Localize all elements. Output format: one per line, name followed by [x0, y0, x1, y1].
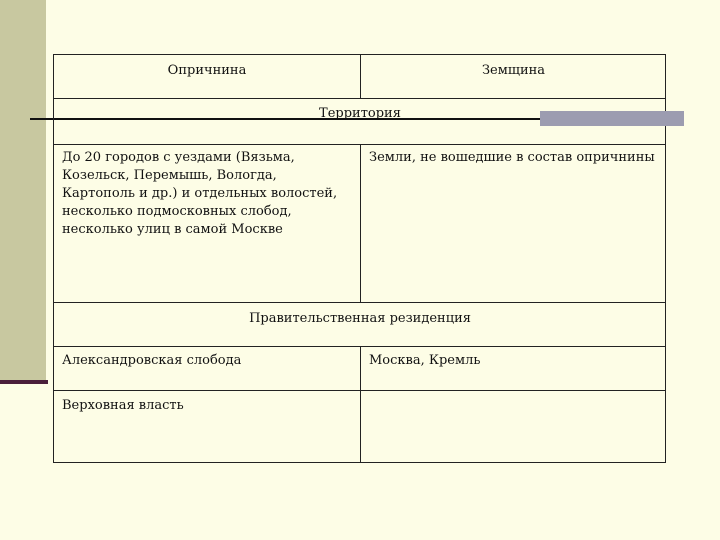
header-zemshchina: Земщина [481, 63, 546, 78]
territory-oprichnina-text: До 20 городов с уездами (Вязьма, Козельск, Перемышь, Вологда, Картополь и др.) и отдельных волостей, несколько подмосковных слобод, несколько улиц в самой Москве [62, 150, 338, 237]
section-title-territory: Территория [319, 106, 401, 121]
table-rule [54, 98, 665, 99]
supreme-power-label: Верховная власть [62, 398, 184, 413]
table-column-rule [360, 144, 361, 302]
side-decor-bar-base [0, 380, 48, 384]
decor-accent-block [540, 111, 684, 126]
header-oprichnina: Опричнина [167, 63, 247, 78]
residence-zemshchina-text: Москва, Кремль [369, 353, 481, 368]
residence-oprichnina-text: Александровская слобода [62, 353, 242, 368]
table-rule [54, 302, 665, 303]
section-title-residence: Правительственная резиденция [249, 311, 471, 326]
side-decor-bar [0, 0, 46, 383]
territory-zemshchina-text: Земли, не вошедшие в состав опричнины [369, 150, 655, 165]
